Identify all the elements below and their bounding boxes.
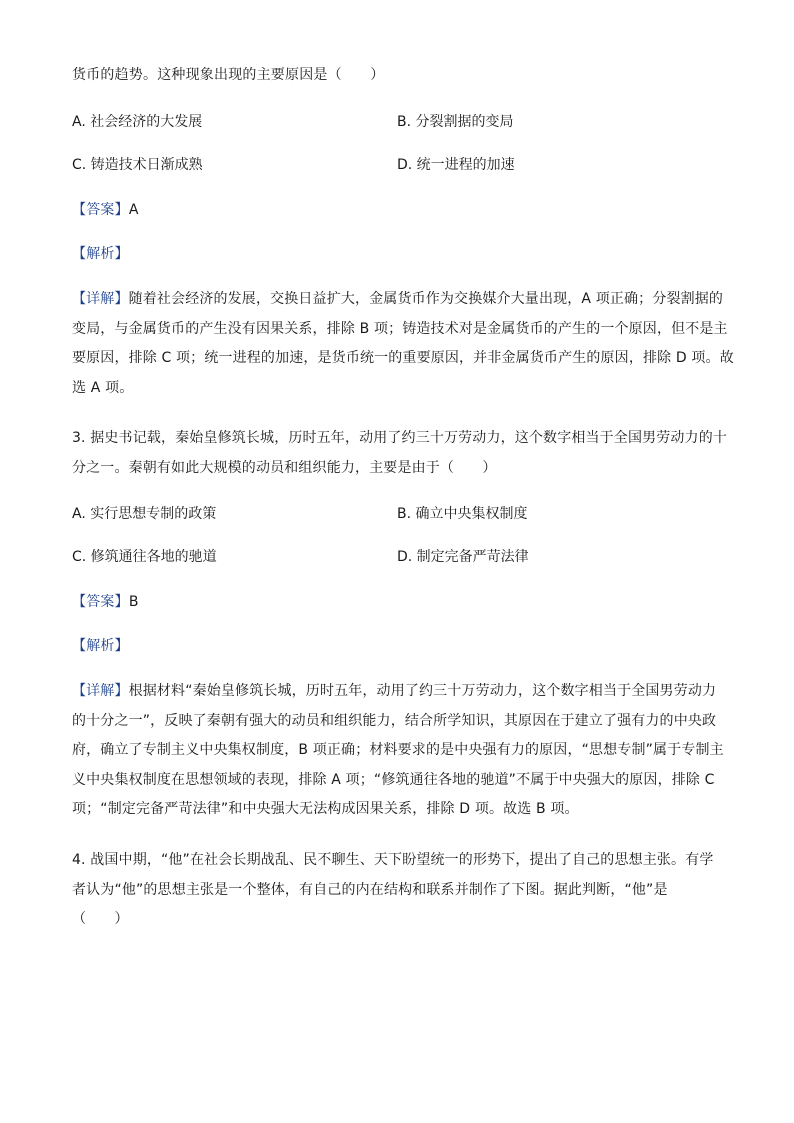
q3-answer	[72, 592, 139, 612]
q2-option-d: D. 统一进程的加速	[397, 157, 515, 173]
q3-analysis-tag	[72, 636, 129, 656]
detail-line: 选 A 项。	[72, 379, 134, 396]
stem-line: 分之一。秦朝有如此大规模的动员和组织能力，主要是由于（ ）	[72, 459, 497, 476]
detail-tag: 【详解】	[72, 683, 129, 699]
detail-line: 的十分之一”，反映了秦朝有强大的动员和组织能力，结合所学知识，其原因在于建立了强有力的中央政	[72, 712, 717, 729]
detail-line: 要原因，排除 C 项；统一进程的加速，是货币统一的重要原因，并非金属货币产生的原因，排除 D 项。故	[72, 350, 734, 366]
detail-line: 府，确立了专制主义中央集权制度，B 项正确；材料要求的是中央强有力的原因，“思想专制”属于专制主	[72, 742, 724, 758]
detail-line: 【详解】根据材料“秦始皇修筑长城，历时五年，动用了约三十万劳动力，这个数字相当于全国男劳动力	[72, 683, 717, 699]
answer-value: A	[128, 202, 139, 218]
stem-line: （ ）	[72, 911, 129, 927]
stem-line: 者认为“他”的思想主张是一个整体，有自己的内在结构和联系并制作了下图。据此判断，“他”是	[72, 881, 668, 898]
answer-tag: 【答案】	[72, 202, 129, 218]
q2-stem-tail: 货币的趋势。这种现象出现的主要原因是（ ）	[72, 67, 385, 83]
detail-line: 项；“制定完备严苛法律”和中央强大无法构成因果关系，排除 D 项。故选 B 项。	[72, 801, 579, 817]
q3-stem	[72, 424, 728, 483]
answer-tag: 【答案】	[72, 594, 129, 610]
detail-line: 变局，与金属货币的产生没有因果关系，排除 B 项；铸造技术对是金属货币的产生的一个原因，但不是主	[72, 320, 728, 337]
q2-answer	[72, 200, 139, 220]
q2-option-b: B. 分裂割据的变局	[397, 114, 514, 130]
q3-detail	[72, 677, 722, 825]
analysis-tag: 【解析】	[72, 638, 129, 654]
detail-tag: 【详解】	[72, 291, 129, 307]
detail-line: 义中央集权制度在思想领域的表现，排除 A 项；“修筑通往各地的驰道”不属于中央强大的原因，排除 C	[72, 771, 715, 788]
analysis-tag: 【解析】	[72, 246, 129, 262]
q3-option-b: B. 确立中央集权制度	[397, 506, 528, 522]
q2-option-c: C. 铸造技术日渐成熟	[72, 157, 203, 173]
stem-line: 3. 据史书记载，秦始皇修筑长城，历时五年，动用了约三十万劳动力，这个数字相当于全国男劳动力的十	[72, 430, 728, 446]
q4-stem	[72, 846, 722, 935]
q2-option-a: A. 社会经济的大发展	[72, 114, 203, 130]
q3-option-d: D. 制定完备严苛法律	[397, 549, 529, 565]
q2-analysis-tag	[72, 244, 129, 264]
detail-line: 【详解】随着社会经济的发展，交换日益扩大，金属货币作为交换媒介大量出现，A 项正确；分裂割据的	[72, 291, 724, 307]
stem-line: 4. 战国中期，“他”在社会长期战乱、民不聊生、天下盼望统一的形势下，提出了自己的思想主张。有学	[72, 852, 714, 868]
answer-value: B	[128, 594, 139, 610]
q3-option-c: C. 修筑通往各地的驰道	[72, 549, 217, 565]
q2-detail	[72, 285, 734, 403]
q3-option-a: A. 实行思想专制的政策	[72, 506, 217, 522]
